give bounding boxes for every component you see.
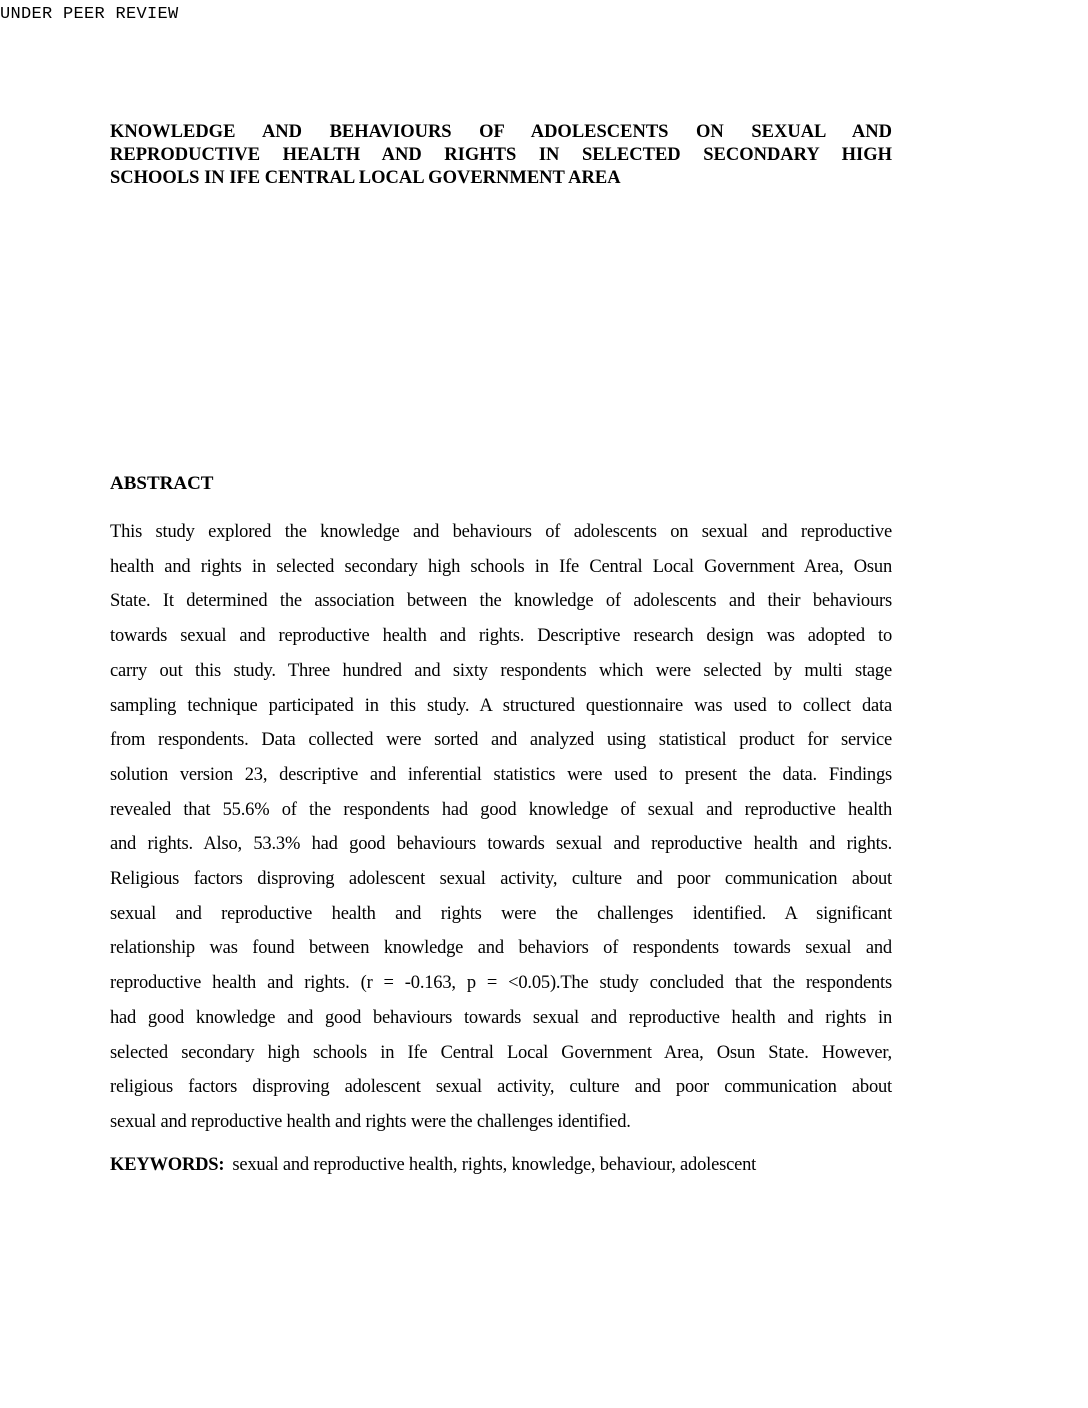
keywords: [110, 1155, 756, 1176]
paper-title: [110, 121, 892, 190]
abstract-line: relationship was found between knowledge and behaviors of respondents towards sexual and: [110, 938, 892, 959]
abstract-body: [110, 515, 892, 1140]
abstract-heading: ABSTRACT: [110, 473, 214, 494]
abstract-line: State. It determined the association between the knowledge of adolescents and their behaviours: [110, 591, 892, 612]
abstract-line: sexual and reproductive health and rights were the challenges identified.: [110, 1111, 631, 1132]
abstract-line: Religious factors disproving adolescent sexual activity, culture and poor communication about: [110, 869, 892, 890]
abstract-line: reproductive health and rights. (r = -0.163, p = <0.05).The study concluded that the respondents: [110, 973, 892, 994]
title-line: REPRODUCTIVE HEALTH AND RIGHTS IN SELECTED SECONDARY HIGH: [110, 145, 892, 165]
abstract-line: solution version 23, descriptive and inferential statistics were used to present the data. Findings: [110, 764, 892, 785]
abstract-line: religious factors disproving adolescent sexual activity, culture and poor communication about: [110, 1077, 892, 1098]
abstract-line: and rights. Also, 53.3% had good behaviours towards sexual and reproductive health and rights.: [110, 834, 892, 855]
abstract-line: carry out this study. Three hundred and sixty respondents which were selected by multi stage: [110, 660, 892, 681]
abstract-line: health and rights in selected secondary high schools in Ife Central Local Government Area, Osun: [110, 556, 892, 577]
abstract-line: revealed that 55.6% of the respondents had good knowledge of sexual and reproductive health: [110, 799, 892, 820]
peer-review-header: UNDER PEER REVIEW: [0, 5, 179, 24]
abstract-line: selected secondary high schools in Ife Central Local Government Area, Osun State. However,: [110, 1042, 892, 1063]
keywords-text: sexual and reproductive health, rights, knowledge, behaviour, adolescent: [232, 1155, 757, 1175]
abstract-line: This study explored the knowledge and behaviours of adolescents on sexual and reproductive: [110, 522, 892, 542]
abstract-line: sampling technique participated in this study. A structured questionnaire was used to collect data: [110, 695, 892, 716]
keywords-label: KEYWORDS:: [110, 1155, 225, 1175]
abstract-line: towards sexual and reproductive health and rights. Descriptive research design was adopted to: [110, 626, 892, 647]
abstract-line: had good knowledge and good behaviours towards sexual and reproductive health and rights in: [110, 1007, 892, 1028]
title-line: SCHOOLS IN IFE CENTRAL LOCAL GOVERNMENT AREA: [110, 168, 621, 188]
title-line: KNOWLEDGE AND BEHAVIOURS OF ADOLESCENTS ON SEXUAL AND: [110, 122, 892, 142]
abstract-line: sexual and reproductive health and rights were the challenges identified. A significant: [110, 903, 892, 924]
abstract-line: from respondents. Data collected were sorted and analyzed using statistical product for service: [110, 730, 892, 751]
